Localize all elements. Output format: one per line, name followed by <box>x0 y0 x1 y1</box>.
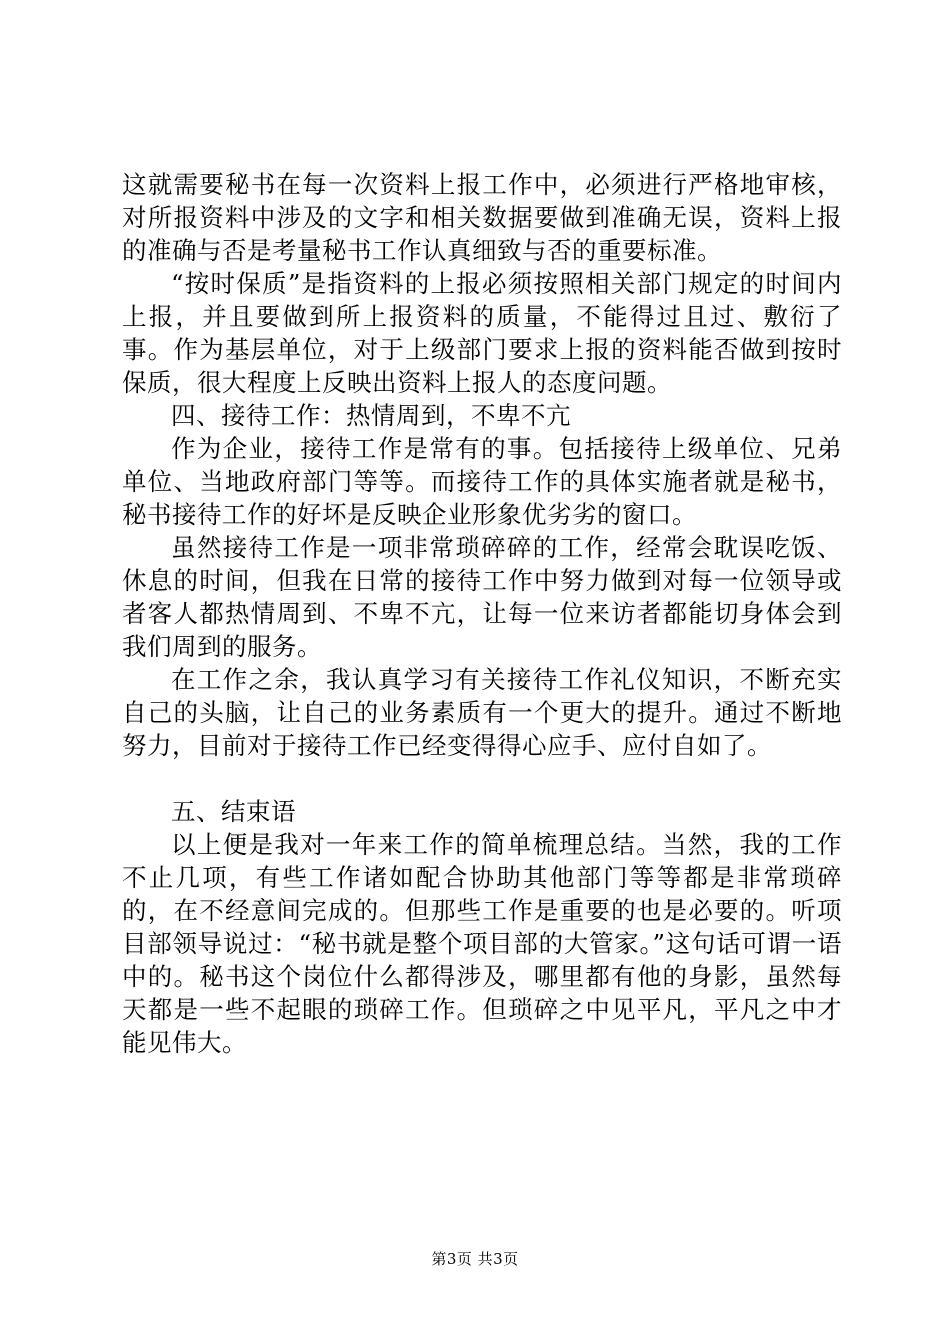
page-footer: 第3页 共3页 <box>431 1250 519 1268</box>
paragraph-conclusion: 以上便是我对一年来工作的简单梳理总结。当然，我的工作不止几项，有些工作诸如配合协助其他部门等等都是非常琐碎的，在不经意间完成的。但那些工作是重要的也是必要的。听项目部领导说过：“秘书就是整个项目部的大管家。”这句话可谓一语中的。秘书这个岗位什么都得涉及，哪里都有他的身影，虽然每天都是一些不起眼的琐碎工作。但琐碎之中见平凡，平凡之中才能见伟大。 <box>122 830 842 1057</box>
document-body <box>122 168 842 1059</box>
paragraph-reception-learning: 在工作之余，我认真学习有关接待工作礼仪知识，不断充实自己的头脑，让自己的业务素质有一个更大的提升。通过不断地努力，目前对于接待工作已经变得得心应手、应付自如了。 <box>122 665 842 760</box>
section-heading-conclusion: 五、结束语 <box>171 797 296 826</box>
paragraph-on-time-quality: “按时保质”是指资料的上报必须按照相关部门规定的时间内上报，并且要做到所上报资料的质量，不能得过且过、敷衍了事。作为基层单位，对于上级部门要求上报的资料能否做到按时保质，很大程度上反映出资料上报人的态度问题。 <box>122 269 842 397</box>
section-heading-reception: 四、接待工作：热情周到，不卑不亢 <box>171 401 571 430</box>
paragraph-reception-intro: 作为企业，接待工作是常有的事。包括接待上级单位、兄弟单位、当地政府部门等等。而接待工作的具体实施者就是秘书，秘书接待工作的好坏是反映企业形象优劣劣的窗口。 <box>122 434 842 529</box>
paragraph-reception-effort: 虽然接待工作是一项非常琐碎碎的工作，经常会耽误吃饭、休息的时间，但我在日常的接待工作中努力做到对每一位领导或者客人都热情周到、不卑不亢，让每一位来访者都能切身体会到我们周到的服务。 <box>122 533 842 661</box>
paragraph-spacer <box>122 762 842 795</box>
paragraph-continuation: 这就需要秘书在每一次资料上报工作中，必须进行严格地审核，对所报资料中涉及的文字和相关数据要做到准确无误，资料上报的准确与否是考量秘书工作认真细致与否的重要标准。 <box>122 170 842 265</box>
